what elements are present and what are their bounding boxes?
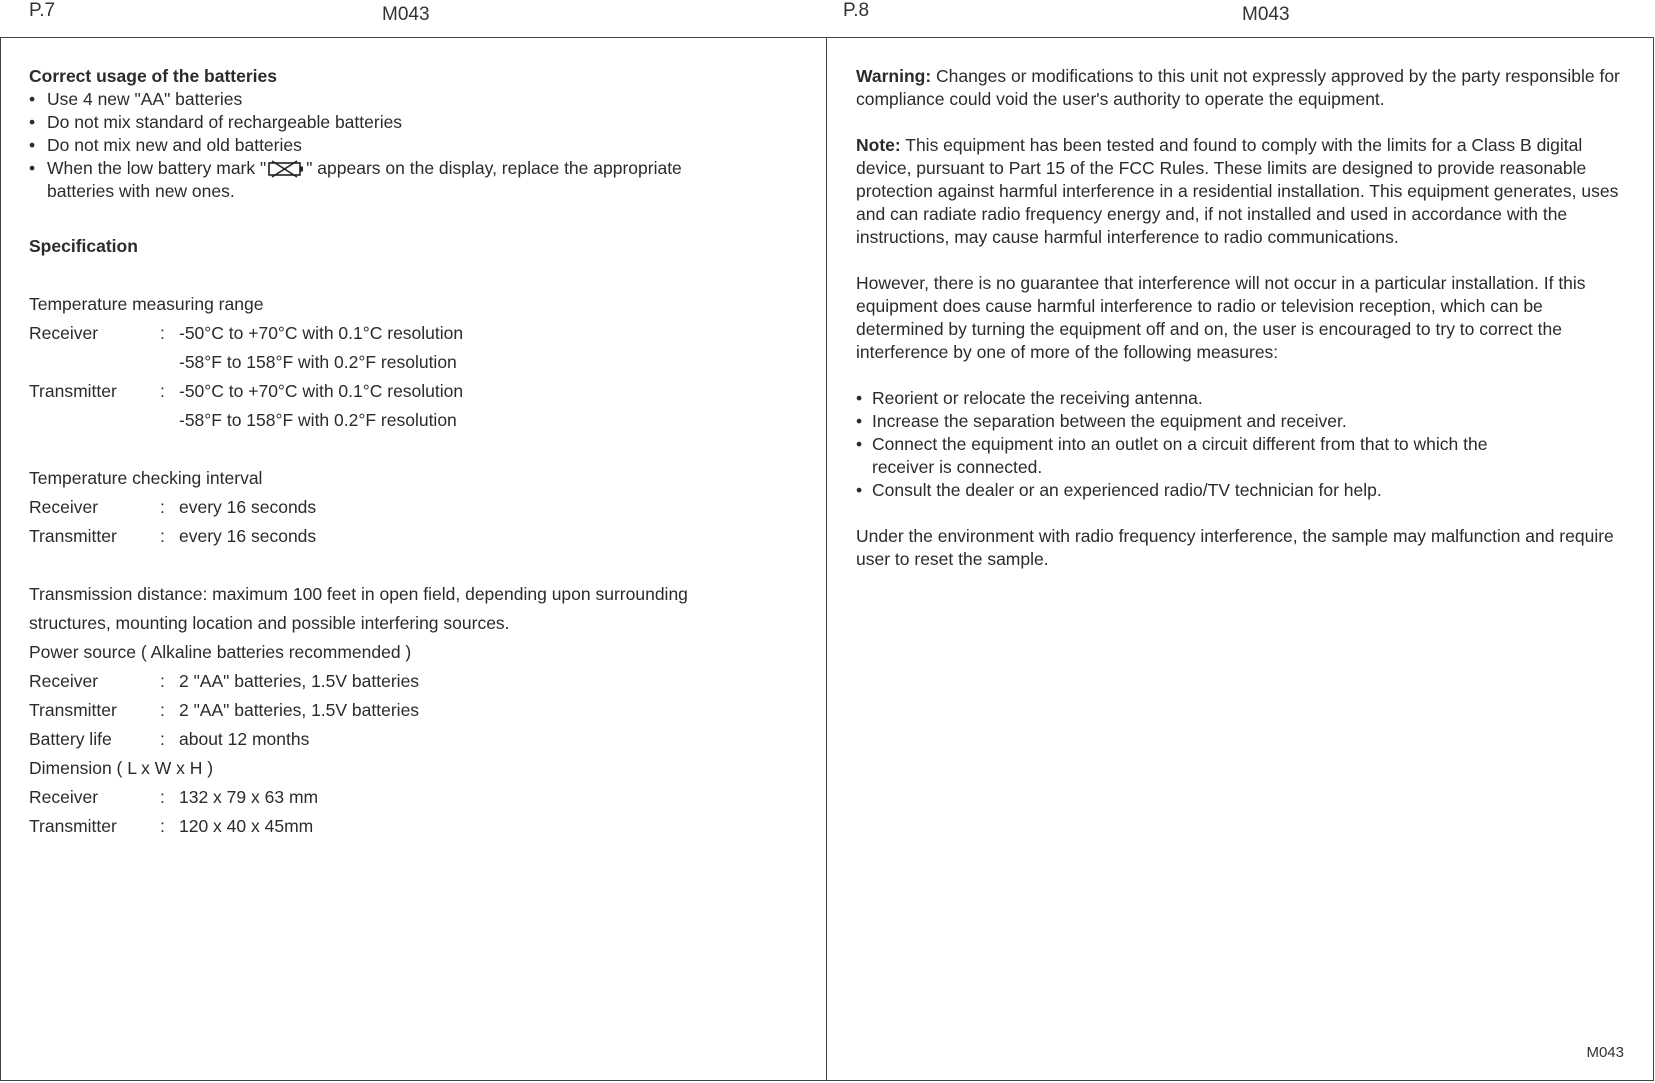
- measure-list-item: • Reorient or relocate the receiving antenna.: [856, 388, 1203, 408]
- spec-row-transmitter-range-f: -58°F to 158°F with 0.2°F resolution: [179, 410, 457, 430]
- environment-paragraph: Under the environment with radio frequency interference, the sample may malfunction and require user to reset the sample.: [856, 526, 1614, 569]
- battery-bullet: • Use 4 new "AA" batteries: [29, 89, 243, 109]
- spec-row-transmitter-dimension: Transmitter : 120 x 40 x 45mm: [29, 816, 314, 836]
- spec-row-receiver-interval: Receiver : every 16 seconds: [29, 497, 317, 517]
- right-page-number: P.8: [843, 0, 870, 21]
- spec-row-receiver-range-f: -58°F to 158°F with 0.2°F resolution: [179, 352, 457, 372]
- spec-row-receiver-dimension: Receiver : 132 x 79 x 63 mm: [29, 787, 319, 807]
- warning-paragraph: Warning: Changes or modifications to this unit not expressly approved by the party responsible for compliance could void the user's authority to operate the equipment.: [856, 66, 1620, 109]
- interval-title: Temperature checking interval: [29, 468, 263, 488]
- right-page-content: [856, 65, 1626, 571]
- battery-bullet: • Do not mix standard of rechargeable batteries: [29, 112, 403, 132]
- distance-line-2: structures, mounting location and possible interfering sources.: [29, 613, 510, 633]
- spec-row-battery-life: Battery life : about 12 months: [29, 729, 310, 749]
- page-divider: [826, 37, 827, 1081]
- battery-bullet-low-battery: • When the low battery mark " " appears on the display, replace the appropriate batteries with new ones.: [29, 158, 682, 201]
- spec-row-transmitter-power: Transmitter : 2 "AA" batteries, 1.5V batteries: [29, 700, 420, 720]
- warning-label: Warning:: [856, 66, 932, 86]
- batteries-title: Correct usage of the batteries: [29, 66, 277, 86]
- left-page-content: [29, 65, 789, 841]
- spec-row-receiver-power: Receiver : 2 "AA" batteries, 1.5V batteries: [29, 671, 420, 691]
- temp-range-title: Temperature measuring range: [29, 294, 264, 314]
- battery-bullet: • Do not mix new and old batteries: [29, 135, 302, 155]
- note-paragraph: Note: This equipment has been tested and found to comply with the limits for a Class B digital device, pursuant to Part 15 of the FCC Rules. These limits are designed to provide reasonable protection against harmful interference in a residential installation. This equipment generates, uses and can radiate radio frequency energy and, if not installed and used in accordance with the instructions, may cause harmful interference to radio communications.: [856, 135, 1619, 247]
- spec-row-transmitter-range: Transmitter : -50°C to +70°C with 0.1°C resolution: [29, 381, 464, 401]
- however-paragraph: However, there is no guarantee that interference will not occur in a particular installation. If this equipment does cause harmful interference to radio or television reception, which can be determined by turning the equipment off and on, the user is encouraged to try to correct the interference by one of more of the following measures:: [856, 273, 1586, 362]
- low-battery-icon: [268, 160, 304, 178]
- specification-title: Specification: [29, 236, 138, 256]
- measure-list-item: • Increase the separation between the equipment and receiver.: [856, 411, 1347, 431]
- measure-list-item: • Consult the dealer or an experienced radio/TV technician for help.: [856, 480, 1382, 500]
- dimension-title: Dimension ( L x W x H ): [29, 758, 214, 778]
- spec-row-transmitter-interval: Transmitter : every 16 seconds: [29, 526, 317, 546]
- left-page-number: P.7: [29, 0, 56, 21]
- measure-list-item: • Connect the equipment into an outlet on a circuit different from that to which the receiver is connected.: [856, 434, 1488, 477]
- footer-model-code: M043: [1586, 1044, 1624, 1061]
- power-title: Power source ( Alkaline batteries recommended ): [29, 642, 412, 662]
- distance-line-1: Transmission distance: maximum 100 feet in open field, depending upon surrounding: [29, 584, 688, 604]
- note-label: Note:: [856, 135, 901, 155]
- spec-row-receiver-range: Receiver : -50°C to +70°C with 0.1°C resolution: [29, 323, 464, 343]
- left-model-code: M043: [382, 4, 430, 25]
- right-model-code: M043: [1242, 4, 1290, 25]
